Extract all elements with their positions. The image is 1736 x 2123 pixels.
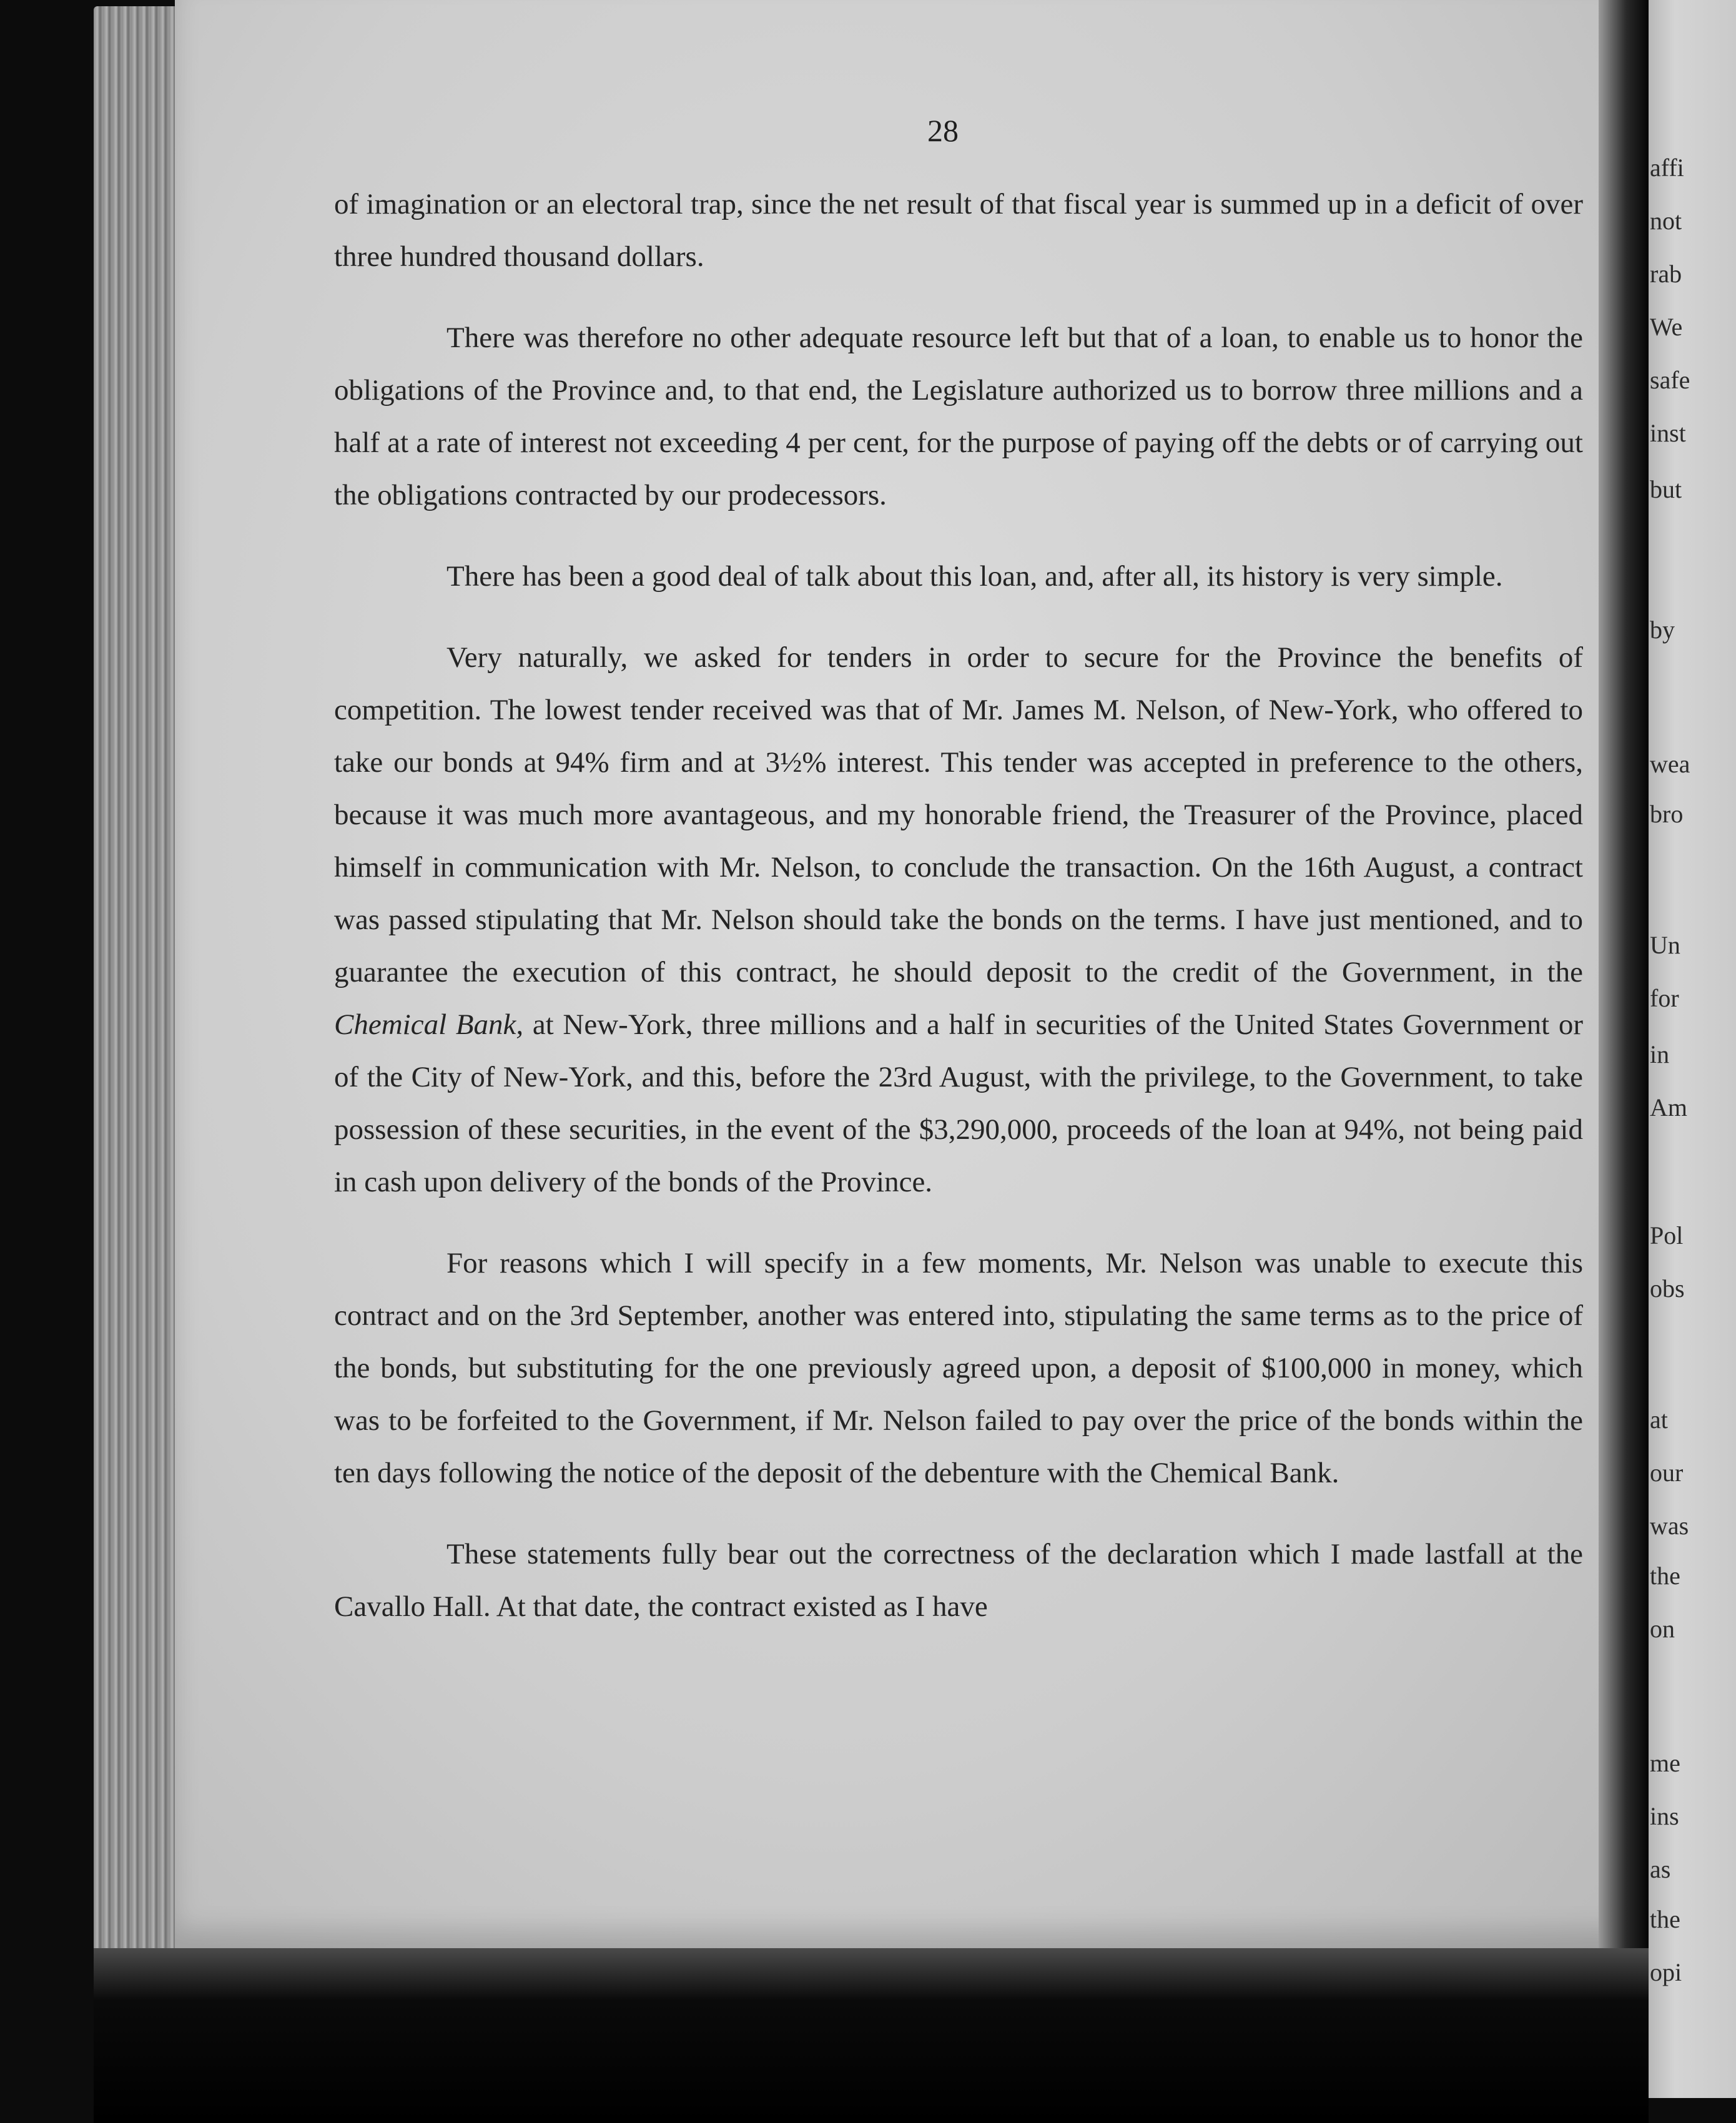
adjacent-fragment: our bbox=[1650, 1459, 1684, 1487]
adjacent-fragment: bro bbox=[1650, 800, 1684, 828]
paragraph-text: Very naturally, we asked for tenders in order to secure for the Province the benefits of competition. The lowest tender received was that of Mr. James M. Nelson, of New-York, who offered to take our bonds at 94% firm and at 3½% interest. This tender was accepted in preference to the others, because it was much more avantageous, and my honorable friend, the Treasurer of the Province, placed himself in communication with Mr. Nelson, to conclude the transaction. On the 16th August, a contract was passed stipulating that Mr. Nelson should take the bonds on the terms. I have just mentioned, and to guarantee the execution of this contract, he should deposit to the credit of the Government, in the bbox=[334, 641, 1583, 988]
book-gutter bbox=[1599, 0, 1649, 2086]
bank-name-italic: Chemical Bank, bbox=[334, 1008, 524, 1041]
paragraph: For reasons which I will specify in a few moments, Mr. Nelson was unable to execute this contract and on the 3rd September, another was entered into, stipulating the same terms as to the price of the bonds, but substituting for the one previously agreed upon, a deposit of $100,000 in money, which was to be forfeited to the Government, if Mr. Nelson failed to pay over the price of the bonds within the ten days following the notice of the deposit of the debenture with the Chemical Bank. bbox=[334, 1247, 1583, 1489]
adjacent-fragment: at bbox=[1650, 1406, 1668, 1434]
adjacent-fragment: ins bbox=[1650, 1802, 1679, 1830]
adjacent-fragment: Pol bbox=[1650, 1221, 1684, 1249]
adjacent-fragment: on bbox=[1650, 1615, 1675, 1643]
paragraph-text: at New-York, three millions and a half in securities of the United States Government or of the City of New-York, and this, before the 23rd August, with the privilege, to the Government, to take possession of these securities, in the event of the $3,290,000, proceeds of the loan at 94%, not being paid in cash upon delivery of the bonds of the Province. bbox=[334, 1008, 1583, 1198]
page-number: 28 bbox=[927, 113, 959, 148]
adjacent-fragment: We bbox=[1650, 313, 1683, 341]
page-body-text bbox=[334, 178, 1583, 1633]
adjacent-fragment: Un bbox=[1650, 931, 1680, 959]
adjacent-fragment: me bbox=[1650, 1749, 1680, 1777]
adjacent-fragment: the bbox=[1650, 1905, 1680, 1933]
adjacent-fragment: the bbox=[1650, 1562, 1680, 1590]
adjacent-fragment: as bbox=[1650, 1855, 1671, 1883]
paragraph: There has been a good deal of talk about this loan, and, after all, its history is very simple. bbox=[446, 560, 1503, 593]
paragraph: These statements fully bear out the correctness of the declaration which I made lastfall at the Cavallo Hall. At that date, the contract existed as I have bbox=[334, 1538, 1583, 1623]
adjacent-fragment: rab bbox=[1650, 260, 1682, 288]
adjacent-fragment: safe bbox=[1650, 366, 1690, 394]
adjacent-fragment: for bbox=[1650, 984, 1679, 1012]
paragraph: There was therefore no other adequate resource left but that of a loan, to enable us to honor the obligations of the Province and, to that end, the Legislature authorized us to borrow three millions and a half at a rate of interest not exceeding 4 per cent, for the purpose of paying off the debts or of carrying out the obligations contracted by our prodecessors. bbox=[334, 322, 1583, 511]
adjacent-fragment: wea bbox=[1650, 750, 1690, 778]
adjacent-fragment: obs bbox=[1650, 1274, 1685, 1303]
adjacent-fragment: by bbox=[1650, 616, 1675, 644]
paragraph: of imagination or an electoral trap, since the net result of that fiscal year is summed up in a deficit of over three hundred thousand dollars. bbox=[334, 188, 1583, 273]
adjacent-fragment: opi bbox=[1650, 1958, 1682, 1986]
adjacent-fragment: affi bbox=[1650, 154, 1684, 182]
adjacent-page bbox=[1649, 0, 1736, 2098]
adjacent-fragment: Am bbox=[1650, 1093, 1687, 1121]
adjacent-fragment: not bbox=[1650, 207, 1682, 235]
scan-bottom-margin bbox=[94, 1948, 1649, 2123]
adjacent-fragment: inst bbox=[1650, 419, 1686, 447]
adjacent-fragment: but bbox=[1650, 475, 1682, 503]
paragraph bbox=[334, 631, 1583, 1208]
adjacent-fragment: in bbox=[1650, 1040, 1670, 1068]
book-page-edges bbox=[94, 6, 175, 1967]
adjacent-fragment: was bbox=[1650, 1512, 1689, 1540]
